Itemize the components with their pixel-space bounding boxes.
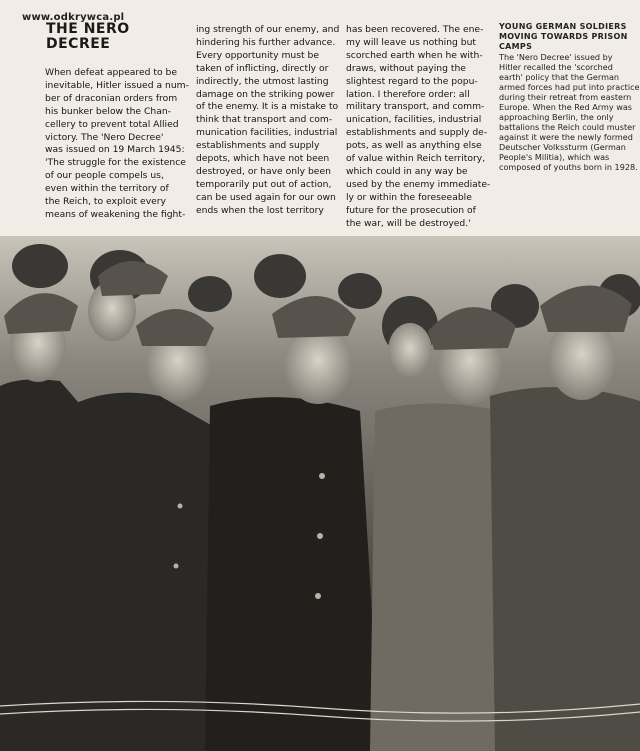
text-line: lation. I therefore order: all: [346, 88, 470, 100]
text-line: of the enemy. It is a mistake to: [196, 101, 339, 113]
text-line: When defeat appeared to be: [45, 67, 178, 78]
watermark: www.odkrywca.pl: [22, 12, 125, 23]
caption-line: Europe. When the Red Army was: [499, 102, 632, 112]
text-line: destroyed, or have only been: [196, 165, 331, 177]
text-line: my will leave us nothing but: [346, 36, 477, 48]
text-line: damage on the striking power: [196, 88, 335, 100]
text-line: can be used again for our own: [196, 191, 336, 203]
text-line: means of weakening the fight-: [45, 208, 186, 220]
text-line: the war, will be destroyed.': [346, 217, 471, 229]
caption-heading-line: YOUNG GERMAN SOLDIERS: [499, 22, 627, 31]
text-line: even within the territory of: [45, 183, 169, 195]
text-column-1: [45, 67, 189, 222]
text-line: temporarily put out of action,: [196, 178, 332, 190]
text-line: his bunker below the Chan-: [45, 105, 172, 117]
text-line: victory. The 'Nero Decree': [45, 131, 164, 143]
text-line: ing strength of our enemy, and: [196, 24, 340, 35]
text-line: cellery to prevent total Allied: [45, 118, 179, 130]
text-line: 'The struggle for the existence: [45, 157, 186, 169]
caption-line: battalions the Reich could muster: [499, 122, 636, 132]
text-line: draws, without paying the: [346, 62, 466, 74]
text-line: unication, facilities, industrial: [346, 114, 482, 126]
caption-line: The 'Nero Decree' issued by: [499, 52, 613, 62]
caption-line: Deutscher Volkssturm (German: [499, 142, 626, 152]
text-line: indirectly, the utmost lasting: [196, 75, 329, 87]
caption-heading-line: MOVING TOWARDS PRISON: [499, 32, 628, 41]
text-line: Every opportunity must be: [196, 49, 320, 61]
caption-line: People's Militia), which was: [499, 152, 610, 162]
text-line: ber of draconian orders from: [45, 92, 178, 104]
caption-line: armed forces had put into practice: [499, 82, 640, 92]
text-line: inevitable, Hitler issued a num-: [45, 79, 189, 91]
text-line: slightest regard to the popu-: [346, 75, 478, 87]
text-line: establishments and supply de-: [346, 127, 488, 139]
caption-line: Hitler recalled the 'scorched: [499, 62, 613, 72]
text-line: think that transport and com-: [196, 114, 333, 126]
caption-heading: [499, 22, 635, 52]
soldiers-photograph: [0, 236, 640, 751]
soldier-bodies: [0, 379, 640, 751]
text-line: hindering his further advance.: [196, 36, 336, 48]
text-column-3: [346, 24, 490, 231]
text-line: depots, which have not been: [196, 153, 330, 165]
text-line: ly or within the foreseeable: [346, 191, 472, 203]
text-line: future for the prosecution of: [346, 204, 476, 216]
text-line: was issued on 19 March 1945:: [45, 144, 185, 156]
photo-caption: [499, 22, 640, 172]
caption-line: earth' policy that the German: [499, 72, 620, 82]
article-heading: [46, 22, 130, 52]
caption-line: approaching Berlin, the only: [499, 112, 614, 122]
heading-line: THE NERO: [46, 21, 130, 37]
text-line: taken of inflicting, directly or: [196, 62, 329, 74]
text-column-2: [196, 24, 339, 218]
caption-line: during their retreat from eastern: [499, 92, 632, 102]
text-line: which could in any way be: [346, 165, 468, 177]
text-line: the Reich, to exploit every: [45, 196, 166, 208]
text-line: pots, as well as anything else: [346, 140, 482, 152]
caption-line: against it were the newly formed: [499, 132, 633, 142]
text-line: munication facilities, industrial: [196, 127, 338, 139]
text-line: of value within Reich territory,: [346, 153, 486, 165]
text-line: ends when the lost territory: [196, 204, 324, 216]
text-line: scorched earth when he with-: [346, 49, 483, 61]
caption-line: composed of youths born in 1928.: [499, 162, 638, 172]
caption-heading-line: CAMPS: [499, 42, 533, 51]
text-line: used by the enemy immediate-: [346, 178, 491, 190]
text-line: has been recovered. The ene-: [346, 24, 484, 35]
text-line: establishments and supply: [196, 140, 320, 152]
heading-line: DECREE: [46, 36, 111, 52]
text-line: of our people compels us,: [45, 170, 164, 182]
text-line: military transport, and comm-: [346, 101, 485, 113]
